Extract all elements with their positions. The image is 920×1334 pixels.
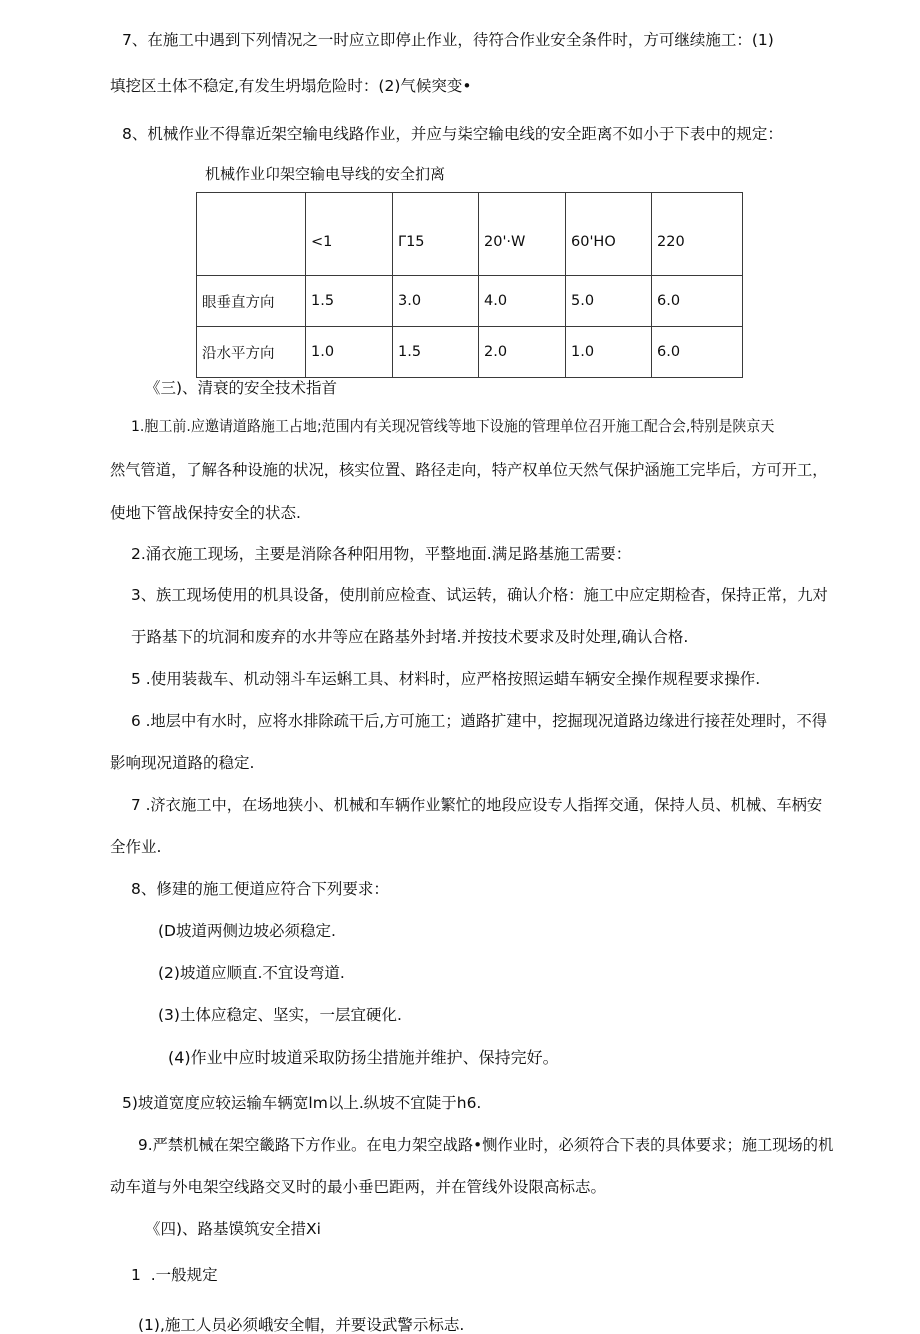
table-header-cell-1: <1 bbox=[306, 193, 393, 276]
paragraph-item-3-line-1: 3、族工现场使用的机具设备，使刖前应检查、试运转，确认介格：施工中应定期检杳，保持正常，九对 bbox=[131, 586, 828, 604]
paragraph-item-8-line-1: 8、机械作业不得靠近架空输电线路作业，并应与柒空输电线的安全距离不如小于下表中的规定： bbox=[122, 125, 783, 143]
paragraph-item-8-sub-3: (3)土体应稳定、坚实，一层宜硬化. bbox=[158, 1006, 402, 1024]
table-row-label: 沿水平方向 bbox=[197, 327, 306, 378]
paragraph-item-1-line-1: 1.胞工前.应邀请道路施工占地;范围内有关现况管线等地下设施的管理单位召开施工配合会,特别是陕京天 bbox=[131, 418, 775, 435]
section-heading-4: 《四)、路基馍筑安全措Xi bbox=[145, 1220, 321, 1238]
table-header-cell-2: Γ15 bbox=[393, 193, 479, 276]
table-cell: 2.0 bbox=[479, 327, 566, 378]
paragraph-item-1-line-2: 然气管道，了解各种设施的状况，核实位置、路径走向，特产权单位天然气保护涵施工完毕后，方可开工， bbox=[110, 461, 828, 479]
table-header-row bbox=[197, 193, 743, 276]
paragraph-item-3-line-2: 于路基下的坑洞和废弃的水井等应在路基外封堵.并按技术要求及时处理,确认合格. bbox=[131, 628, 689, 646]
paragraph-item-6-line-1: 6 .地层中有水时，应将水排除疏干后,方可施工；遒路扩建中，挖掘现况道路边缘进行接茬处理时，不得 bbox=[131, 712, 828, 730]
paragraph-item-7b-line-2: 全作业. bbox=[110, 838, 162, 856]
paragraph-item-9-line-2: 动车道与外电架空线路交叉时的最小垂巴距两，并在管线外设限高标志。 bbox=[110, 1178, 607, 1196]
table-cell: 6.0 bbox=[652, 276, 743, 327]
table-cell: 3.0 bbox=[393, 276, 479, 327]
section-heading-3: 《三)、清衰的安全技术指首 bbox=[145, 379, 338, 397]
overhead-line-safety-distance-table bbox=[196, 192, 743, 378]
paragraph-item-8-sub-5: 5)坡道宽度应较运输车辆宽lm以上.纵坡不宜陡于h6. bbox=[122, 1094, 482, 1112]
paragraph-item-8-sub-4: (4)作业中应时坡道采取防扬尘措施并维护、保持完好。 bbox=[168, 1048, 559, 1067]
paragraph-item-8-sub-2: (2)坡道应顺直.不宜设弯道. bbox=[158, 964, 345, 982]
table-cell: 1.0 bbox=[566, 327, 652, 378]
table-cell: 1.5 bbox=[393, 327, 479, 378]
table-header-cell-5: 220 bbox=[652, 193, 743, 276]
table-row bbox=[197, 327, 743, 378]
paragraph-general-rules-sub-1: (1),施工人员必须峨安全帽，并要设武警示标志. bbox=[138, 1316, 465, 1334]
paragraph-general-rules: 1 .一般规定 bbox=[131, 1266, 218, 1284]
table-cell: 4.0 bbox=[479, 276, 566, 327]
table-cell: 5.0 bbox=[566, 276, 652, 327]
paragraph-item-8-sub-1: (D坡道两侧边坡必须稳定. bbox=[158, 922, 336, 940]
table-cell: 1.5 bbox=[306, 276, 393, 327]
paragraph-item-7-line-1: 7、在施工中遇到下列情况之一时应立即停止作业，待符合作业安全条件时，方可继续施工：(1) bbox=[122, 31, 774, 49]
table-cell: 1.0 bbox=[306, 327, 393, 378]
table-header-cell-0 bbox=[197, 193, 306, 276]
table-caption: 机械作业卬架空输电导线的安全扪离 bbox=[205, 165, 446, 183]
paragraph-item-5: 5 .使用装裁车、机动翎斗车运蝌工具、材料时，应严格按照运蜡车辆安全操作规程要求操作. bbox=[131, 670, 761, 688]
table-row bbox=[197, 276, 743, 327]
table-header-cell-3: 20'·W bbox=[479, 193, 566, 276]
paragraph-item-7b-line-1: 7 .济衣施工中，在场地狭小、机械和车辆作业繁忙的地段应设专人指挥交通，保持人员、机械、车柄安 bbox=[131, 796, 823, 814]
paragraph-item-7-line-2: 填挖区土体不稳定,有发生坍塌危险时：(2)气候突变• bbox=[110, 77, 472, 95]
paragraph-item-1-line-3: 使地下管战保持安全的状态. bbox=[110, 504, 301, 522]
table-cell: 6.0 bbox=[652, 327, 743, 378]
paragraph-item-2: 2.涌衣施工现场，主要是消除各种阳用物，平整地面.满足路基施工需要： bbox=[131, 545, 632, 563]
table-row-label: 眼垂直方向 bbox=[197, 276, 306, 327]
table-header-cell-4: 60'HO bbox=[566, 193, 652, 276]
paragraph-item-6-line-2: 影响现况道路的稳定. bbox=[110, 754, 255, 772]
paragraph-item-9-line-1: 9.严禁机械在架空畿路下方作业。在电力架空战路•恻作业时，必须符合下表的具体要求；施工现场的机 bbox=[138, 1136, 834, 1154]
paragraph-item-8b: 8、修建的施工便道应符合下列要求： bbox=[131, 880, 389, 898]
